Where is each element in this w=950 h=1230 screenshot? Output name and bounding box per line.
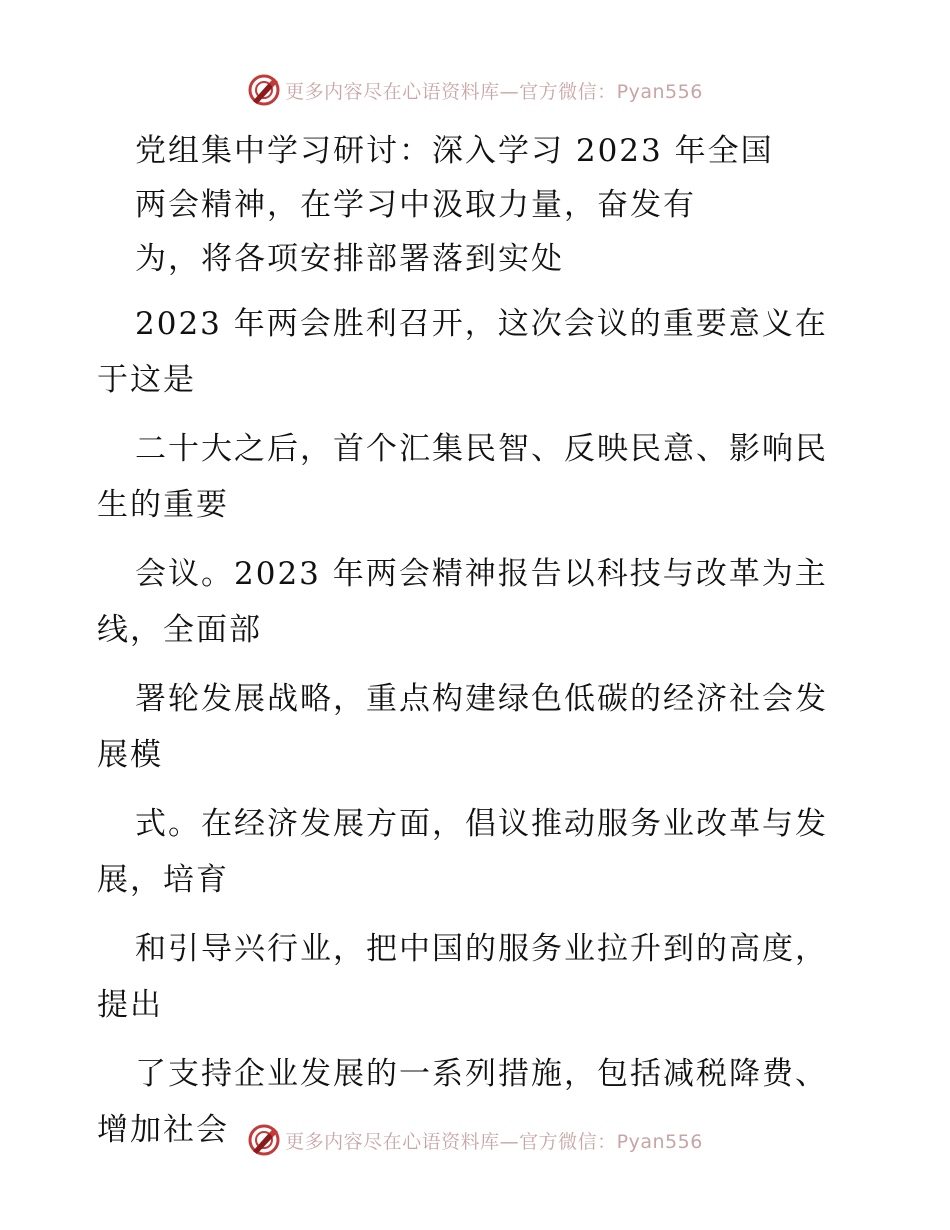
paragraph-4 [97, 671, 857, 783]
paragraph-line: 式。在经济发展方面，倡议推动服务业改革与发 [135, 806, 828, 842]
title-line-3: 为，将各项安排部署落到实处 [135, 241, 564, 277]
paragraph-line: 二十大之后，首个汇集民智、反映民意、影响民 [135, 431, 828, 467]
pen-circle-logo-icon [247, 73, 281, 107]
header-watermark-text: 更多内容尽在心语资料库—官方微信：Pyan556 [285, 80, 703, 103]
paragraph-line: 了支持企业发展的一系列措施，包括减税降费、 [135, 1056, 828, 1092]
paragraph-line: 展，培育 [97, 862, 229, 898]
paragraph-6 [97, 921, 857, 1033]
title-line-1: 党组集中学习研讨：深入学习 2023 年全国 [135, 133, 774, 169]
paragraph-line: 会议。2023 年两会精神报告以科技与改革为主 [135, 556, 828, 592]
document-title [135, 124, 855, 286]
paragraph-1 [97, 296, 857, 408]
paragraph-line: 提出 [97, 987, 163, 1023]
document-body [97, 296, 857, 1171]
paragraph-line: 展模 [97, 737, 163, 773]
title-line-2: 两会精神，在学习中汲取力量，奋发有 [135, 187, 696, 223]
paragraph-3 [97, 546, 857, 658]
paragraph-5 [97, 796, 857, 908]
paragraph-line: 增加社会 [97, 1112, 229, 1148]
header-watermark-banner [0, 70, 950, 110]
footer-watermark-banner [0, 1120, 950, 1160]
paragraph-line: 线，全面部 [97, 612, 262, 648]
pen-circle-logo-icon [247, 1123, 281, 1157]
paragraph-line: 署轮发展战略，重点构建绿色低碳的经济社会发 [135, 681, 828, 717]
footer-watermark-text: 更多内容尽在心语资料库—官方微信：Pyan556 [285, 1130, 703, 1153]
paragraph-2 [97, 421, 857, 533]
paragraph-line: 于这是 [97, 362, 196, 398]
paragraph-line: 2023 年两会胜利召开，这次会议的重要意义在 [135, 306, 828, 342]
paragraph-line: 生的重要 [97, 487, 229, 523]
paragraph-line: 和引导兴行业，把中国的服务业拉升到的高度， [135, 931, 828, 967]
